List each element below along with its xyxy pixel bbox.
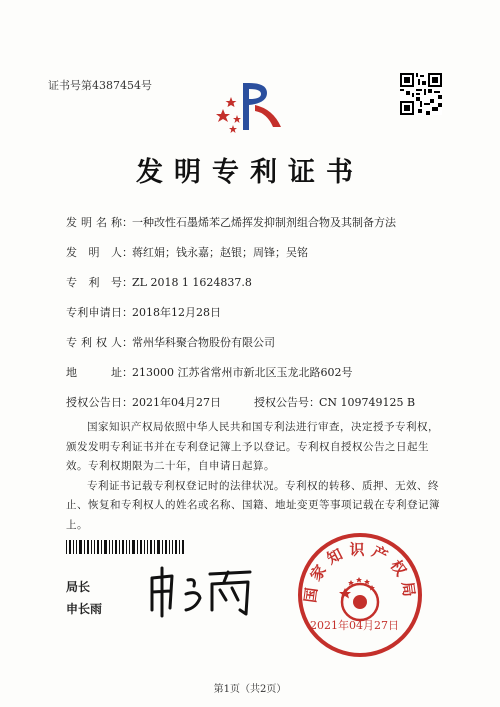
- field-label: 地址: [66, 366, 122, 379]
- field-invention-name: 发明名称：一种改性石墨烯苯乙烯挥发抑制剂组合物及其制备方法: [66, 216, 396, 229]
- seal-text: 国家知识产权局: [301, 540, 419, 604]
- barcode-icon: [66, 540, 186, 554]
- field-value: 213000 江苏省常州市新北区玉龙北路602号: [132, 366, 353, 379]
- field-label: 专利申请日: [66, 306, 122, 319]
- signer-name: 申长雨: [66, 602, 103, 616]
- field-patentee: 专利权人：常州华科聚合物股份有限公司: [66, 336, 275, 349]
- field-label: 发明名称: [66, 216, 122, 229]
- field-value: 一种改性石墨烯苯乙烯挥发抑制剂组合物及其制备方法: [132, 216, 396, 229]
- body-text: [66, 418, 440, 535]
- field-grant-date: 授权公告日：2021年04月27日 授权公告号：CN 109749125 B: [66, 396, 416, 409]
- field-value: 2018年12月28日: [132, 306, 221, 319]
- page-number: 第1页（共2页）: [213, 684, 287, 695]
- field-application-date: 专利申请日：2018年12月28日: [66, 306, 221, 319]
- handwritten-signature: [140, 560, 260, 620]
- page-title: 发明专利证书: [136, 157, 364, 188]
- field-inventors: 发明人：蒋红娟；钱永嘉；赵银；周锋；吴铭: [66, 246, 308, 259]
- cnipa-logo-icon: [215, 75, 285, 135]
- body-paragraph: 专利证书记载专利权登记时的法律状况。专利权的转移、质押、无效、终止、恢复和专利权人的姓名或名称、国籍、地址变更等事项记载在专利登记簿上。: [66, 479, 440, 531]
- field-value: 蒋红娟；钱永嘉；赵银；周锋；吴铭: [132, 246, 308, 259]
- field-value: 2021年04月27日: [132, 396, 221, 409]
- field-label: 专利权人: [66, 336, 122, 349]
- field-label: 授权公告日: [66, 396, 122, 409]
- certificate-number: 证书号第4387454号: [48, 79, 152, 92]
- field-extra-label: 授权公告号: [254, 396, 309, 409]
- body-paragraph: 国家知识产权局依照中华人民共和国专利法进行审查，决定授予专利权，颁发发明专利证书并在专利登记簿上予以登记。专利权自授权公告之日起生效。专利权期限为二十年，自申请日起算。: [66, 421, 439, 472]
- seal-date: 2021年04月27日: [310, 619, 399, 632]
- field-extra-value: CN 109749125 B: [319, 396, 416, 409]
- field-label: 发明人: [66, 246, 122, 259]
- signer-title: 局长: [66, 580, 91, 594]
- field-value: ZL 2018 1 1624837.8: [132, 276, 252, 289]
- field-label: 专利号: [66, 276, 122, 289]
- field-value: 常州华科聚合物股份有限公司: [132, 336, 275, 349]
- field-patent-number: 专利号：ZL 2018 1 1624837.8: [66, 276, 252, 289]
- qr-code-icon: [400, 73, 442, 115]
- official-seal: [295, 530, 425, 660]
- field-address: 地址：213000 江苏省常州市新北区玉龙北路602号: [66, 366, 353, 379]
